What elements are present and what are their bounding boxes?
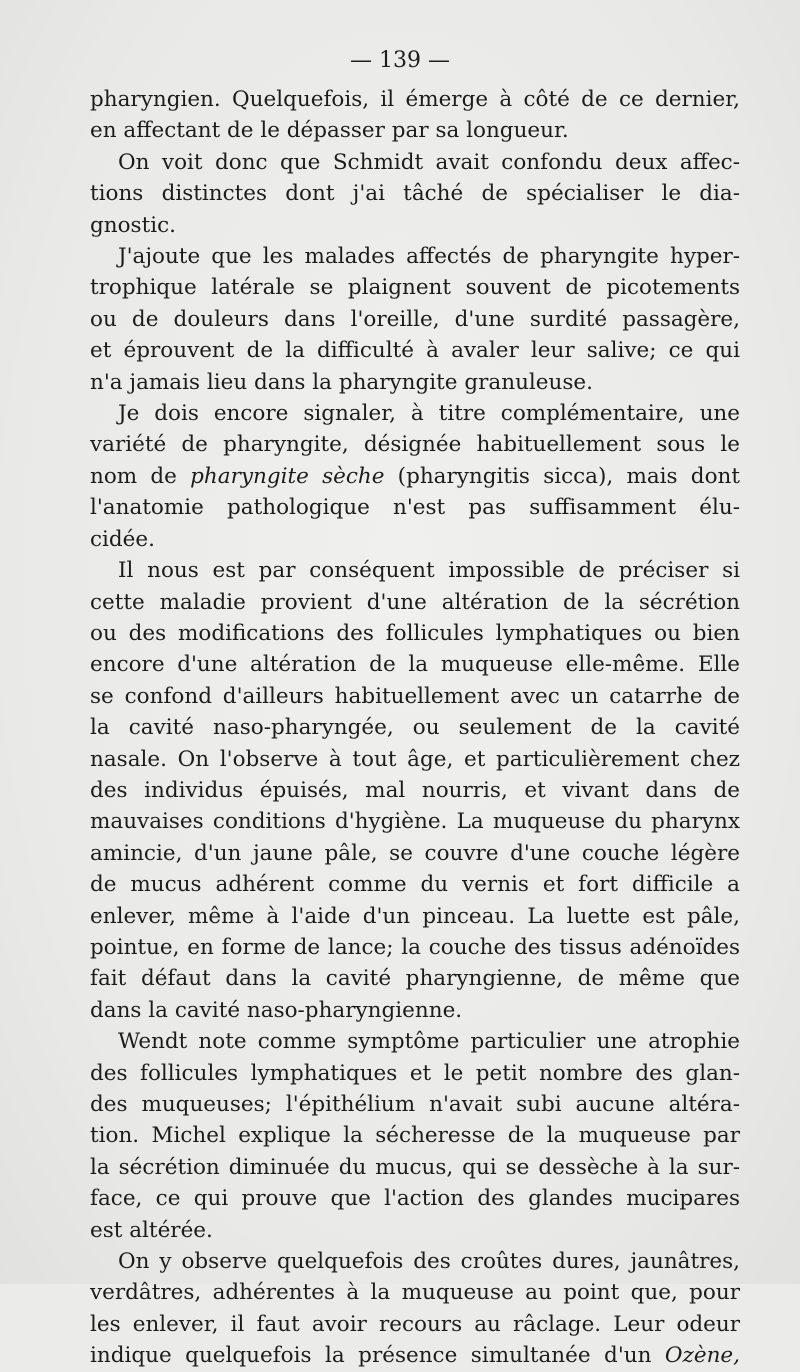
text-line: encore d'une altération de la muqueuse elle-même. Elle xyxy=(90,652,740,678)
text-line: enlever, même à l'aide d'un pinceau. La luette est pâle, xyxy=(90,903,740,929)
text-line: nasale. On l'observe à tout âge, et particulièrement chez xyxy=(90,746,740,772)
text-line: des follicules lymphatiques et le petit nombre des glan- xyxy=(90,1060,740,1086)
text-line: trophique latérale se plaignent souvent de picotements xyxy=(90,275,740,301)
text-line: de mucus adhérent comme du vernis et fort difficile a xyxy=(90,872,740,898)
text-line: dans la cavité naso-pharyngienne. xyxy=(90,997,463,1023)
paragraph xyxy=(90,147,740,241)
text-line: Je dois encore signaler, à titre complémentaire, une xyxy=(118,401,740,427)
text-line: nom de pharyngite sèche (pharyngitis sicca), mais dont xyxy=(90,463,740,489)
text-line: n'a jamais lieu dans la pharyngite granuleuse. xyxy=(90,369,593,395)
text-line: des individus épuisés, mal nourris, et vivant dans de xyxy=(90,777,740,803)
text-line: On y observe quelquefois des croûtes dures, jaunâtres, xyxy=(118,1249,740,1275)
text-line: cidée. xyxy=(90,526,155,552)
text-line: ou des modifications des follicules lymphatiques ou bien xyxy=(90,620,740,646)
text-line: On voit donc que Schmidt avait confondu deux affec- xyxy=(118,149,740,175)
text-line: gnostic. xyxy=(90,212,176,238)
text-line: la cavité naso-pharyngée, ou seulement de la cavité xyxy=(90,715,740,741)
paragraph xyxy=(90,84,740,147)
text-line: les enlever, il faut avoir recours au râclage. Leur odeur xyxy=(90,1311,740,1337)
paragraph xyxy=(90,241,740,398)
text-line: des muqueuses; l'épithélium n'avait subi aucune altéra- xyxy=(90,1092,740,1117)
text-line: tion. Michel explique la sécheresse de la muqueuse par xyxy=(90,1123,740,1149)
text-line: indique quelquefois la présence simultanée d'un Ozène, xyxy=(90,1343,740,1369)
page-number: — 139 — xyxy=(350,48,450,73)
text-line: mauvaises conditions d'hygiène. La muqueuse du pharynx xyxy=(90,809,740,835)
text-line: Il nous est par conséquent impossible de préciser si xyxy=(118,558,740,584)
text-line: et éprouvent de la difficulté à avaler leur salive; ce qui xyxy=(90,338,740,364)
text-line: variété de pharyngite, désignée habituellement sous le xyxy=(90,432,740,458)
text-line: pharyngien. Quelquefois, il émerge à côté de ce dernier, xyxy=(90,87,740,112)
text-line: est altérée. xyxy=(90,1217,213,1243)
text-line: cette maladie provient d'une altération de la sécrétion xyxy=(90,589,740,615)
text-line: en affectant de le dépasser par sa longueur. xyxy=(90,118,569,144)
text-line: pointue, en forme de lance; la couche des tissus adénoïdes xyxy=(90,934,740,960)
text-line: se confond d'ailleurs habituellement avec un catarrhe de xyxy=(90,683,740,709)
text-line: ou de douleurs dans l'oreille, d'une surdité passagère, xyxy=(90,306,740,332)
paragraph xyxy=(90,1026,740,1246)
body-text xyxy=(90,84,740,1372)
text-line: fait défaut dans la cavité pharyngienne, de même que xyxy=(90,966,740,992)
text-line: J'ajoute que les malades affectés de pharyngite hyper- xyxy=(118,244,740,270)
paragraph xyxy=(90,1246,740,1372)
text-line: face, ce qui prouve que l'action des glandes mucipares xyxy=(90,1186,740,1212)
text-line: Wendt note comme symptôme particulier une atrophie xyxy=(118,1029,740,1055)
paragraph xyxy=(90,555,740,1026)
text-line: la sécrétion diminuée du mucus, qui se dessèche à la sur- xyxy=(90,1154,740,1180)
text-line: verdâtres, adhérentes à la muqueuse au point que, pour xyxy=(90,1280,740,1306)
text-line: tions distinctes dont j'ai tâché de spécialiser le dia- xyxy=(90,181,740,207)
paragraph xyxy=(90,398,740,555)
text-line: amincie, d'un jaune pâle, se couvre d'une couche légère xyxy=(90,840,740,866)
text-line: l'anatomie pathologique n'est pas suffisamment élu- xyxy=(90,495,740,521)
